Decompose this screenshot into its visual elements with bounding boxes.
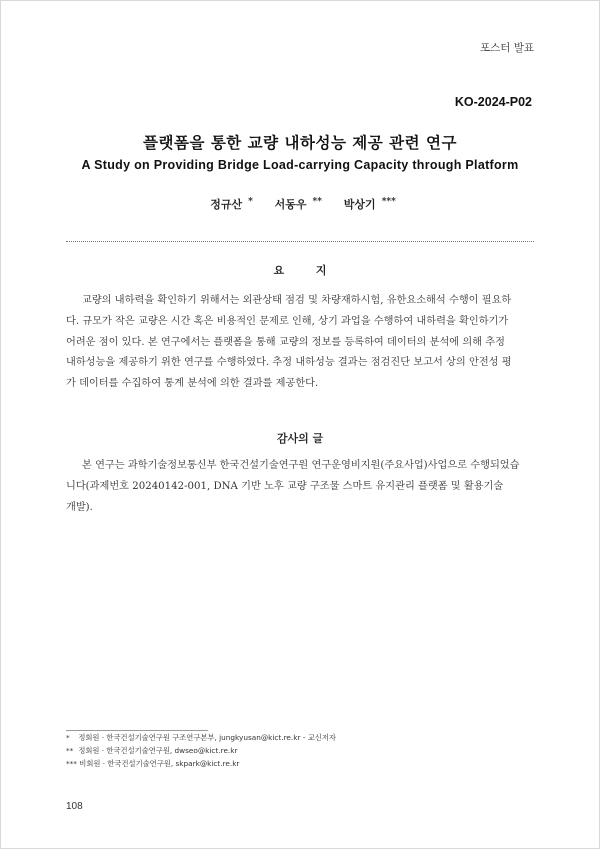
author-name: 서동우 — [274, 198, 307, 211]
abstract-line: 다. 규모가 작은 교량은 시간 혹은 비용적인 문제로 인해, 상기 과업을 수행하여 내하력을 확인하기가 — [66, 315, 509, 327]
abstract-line: 교량의 내하력을 확인하기 위해서는 외관상태 점검 및 차량재하시험, 유한요소해석 수행이 필요하 — [82, 295, 512, 306]
title-english: A Study on Providing Bridge Load-carrying Capacity through Platform — [81, 158, 519, 172]
page-number: 108 — [66, 801, 83, 812]
acknowledgement-line: 개발). — [66, 501, 93, 513]
footnote-text: 정회원 · 한국건설기술연구원, dwseo@kict.re.kr — [78, 745, 238, 755]
abstract-line: 내하성능을 제공하기 위한 연구를 수행하였다. 추정 내하성능 결과는 점검진단 보고서 상의 안전성 평 — [66, 357, 512, 369]
author-mark: *** — [381, 197, 396, 207]
author-list — [0, 196, 600, 212]
author-name: 박상기 — [343, 198, 376, 211]
acknowledgement-heading: 감사의 글 — [276, 432, 324, 445]
author — [338, 198, 396, 211]
abstract-body — [66, 291, 536, 395]
footnote-mark: *** — [66, 758, 77, 768]
author-name: 정규산 — [210, 198, 243, 211]
title-korean: 플랫폼을 통한 교량 내하성능 제공 관련 연구 — [143, 134, 457, 152]
paper-id: KO-2024-P02 — [454, 95, 532, 109]
acknowledgement-line: 니다(과제번호 20240142-001, DNA 기반 노후 교량 구조물 스마트 유지관리 플랫폼 및 활용기술 — [66, 480, 504, 492]
section-divider — [66, 241, 534, 242]
acknowledgement-line: 본 연구는 과학기술정보통신부 한국건설기술연구원 연구운영비지원(주요사업)사업으로 수행되었습 — [82, 460, 520, 471]
abstract-heading: 요 지 — [273, 264, 341, 277]
footnotes — [66, 732, 536, 770]
section-category: 포스터 발표 — [479, 42, 534, 54]
author — [269, 198, 322, 211]
footnote — [66, 758, 536, 771]
footnote-text: 비회원 · 한국건설기술연구원, skpark@kict.re.kr — [79, 758, 240, 768]
footnote-mark: ** — [66, 745, 74, 755]
footnote — [66, 745, 536, 758]
footnote — [66, 732, 536, 745]
acknowledgement-body — [66, 456, 536, 518]
abstract-line: 가 데이터를 수집하여 통계 분석에 의한 결과를 제공한다. — [66, 378, 319, 390]
footnote-text: 정회원 · 한국건설기술연구원 구조연구본부, jungkyusan@kict.re.kr - 교신저자 — [78, 733, 336, 742]
abstract-line: 어려운 점이 있다. 본 연구에서는 플랫폼을 통해 교량의 정보를 등록하여 데이터의 분석에 의해 추정 — [66, 336, 505, 348]
author-mark: ** — [312, 197, 322, 207]
footnote-mark: * — [66, 733, 70, 742]
author-mark: * — [248, 197, 253, 207]
author — [204, 198, 253, 211]
footnote-divider — [66, 730, 208, 731]
